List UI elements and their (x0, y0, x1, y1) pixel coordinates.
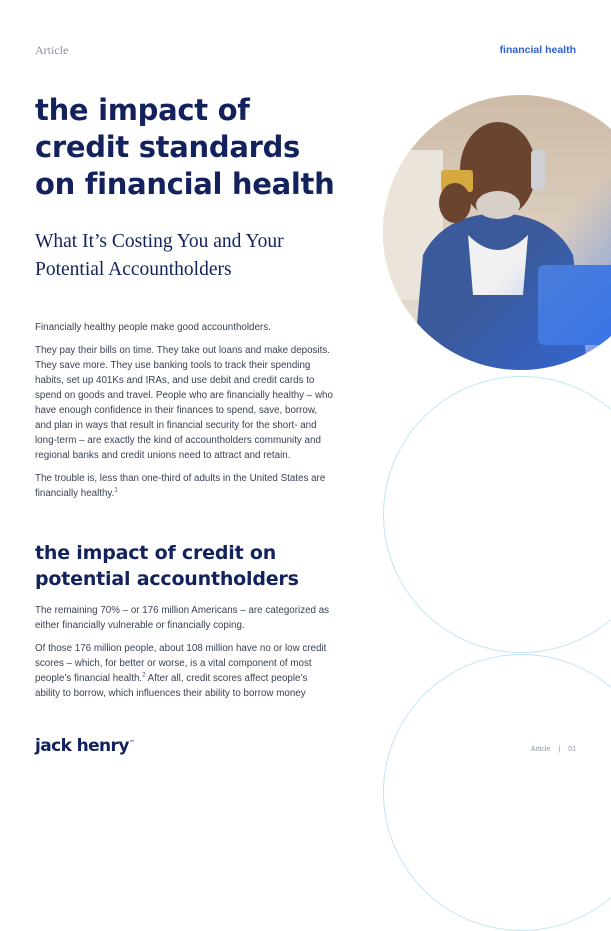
footnote-marker: 2 (142, 672, 146, 679)
footer-separator: | (558, 746, 561, 753)
paragraph (35, 641, 335, 701)
section-heading-line: potential accountholders (35, 568, 299, 590)
paragraph: The remaining 70% – or 176 million Americans – are categorized as either financially vulnerable or financially coping. (35, 605, 330, 631)
paragraph-text: The trouble is, less than one-third of adults in the United States are financially healthy. (35, 473, 326, 499)
paragraph: Financially healthy people make good accountholders. (35, 322, 271, 333)
title-line: the impact of (35, 93, 250, 127)
page-subtitle (35, 228, 365, 284)
title-line: on financial health (35, 167, 335, 201)
page-number: 01 (568, 746, 576, 753)
section-body (35, 603, 335, 709)
paragraph-text: Of those 176 million people, about 108 million have no or low credit scores – which, for better or worse, is a vital component of most people’s financial health. (35, 643, 327, 684)
man-on-phone-icon (383, 95, 611, 370)
paragraph-text: After all, credit scores affect people’s ability to borrow, which influences their ability to borrow money (35, 673, 308, 699)
subtitle-line: Potential Accountholders (35, 259, 232, 280)
photo-gradient-overlay (383, 95, 611, 370)
decor-circle (383, 654, 611, 931)
title-line: credit standards (35, 130, 301, 164)
decor-circle (383, 376, 611, 653)
article-label: Article (35, 43, 69, 57)
brand-logo (35, 736, 134, 756)
page-title (35, 92, 375, 203)
section-label: financial health (499, 44, 576, 56)
intro-body (35, 320, 335, 509)
paragraph (35, 471, 335, 501)
section-heading (35, 540, 355, 592)
section-heading-line: the impact of credit on (35, 542, 277, 564)
paragraph: They pay their bills on time. They take out loans and make deposits. They save more. They use banking tools to track their spending habits, set up 401Ks and IRAs, and use debit and credit cards to spend on goods and travel. People who are financially healthy – who have enough confidence in their finances to spend, save, borrow, and plan in ways that result in financial security for the short- and long-term – are exactly the kind of accountholders community and regional banks and credit unions need to attract and retain. (35, 345, 333, 461)
hero-photo (383, 95, 611, 370)
footer-label: Article (530, 746, 551, 753)
subtitle-line: What It’s Costing You and Your (35, 231, 284, 252)
logo-text: jack henry (35, 736, 129, 756)
page-footer (531, 746, 576, 753)
trademark-mark: ™ (128, 739, 135, 747)
footnote-marker: 1 (114, 487, 118, 494)
